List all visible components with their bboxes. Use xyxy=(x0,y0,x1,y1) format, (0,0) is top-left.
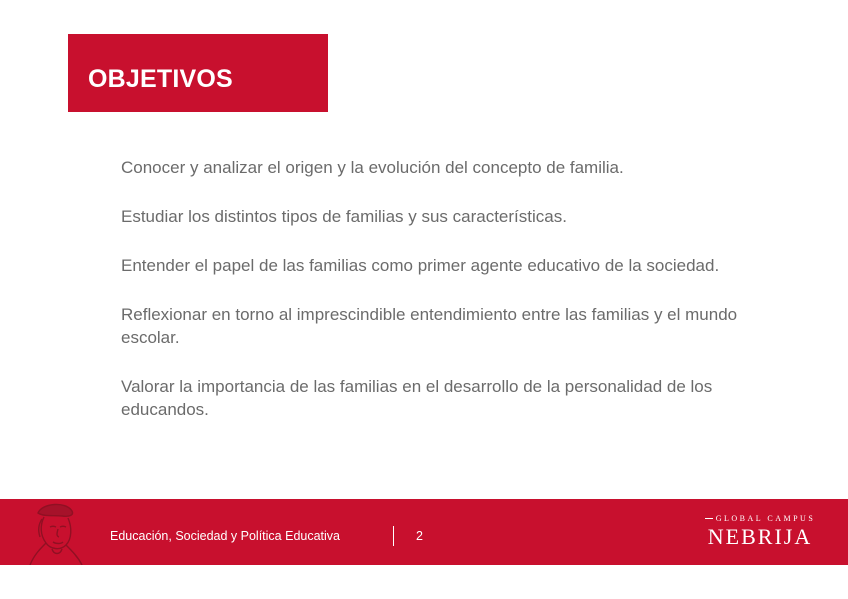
objective-item: Entender el papel de las familias como primer agente educativo de la sociedad. xyxy=(121,256,720,275)
objective-item: Reflexionar en torno al imprescindible entendimiento entre las familias y el mundo escolar. xyxy=(121,305,738,347)
brand-name: NEBRIJA xyxy=(707,524,813,549)
footer-divider xyxy=(393,526,394,546)
objective-item: Conocer y analizar el origen y la evolución del concepto de familia. xyxy=(121,158,624,177)
slide-title: OBJETIVOS xyxy=(88,65,233,93)
brand-tagline-text: GLOBAL CAMPUS xyxy=(715,514,816,523)
page-number: 2 xyxy=(416,529,423,543)
objective-item: Valorar la importancia de las familias en el desarrollo de la personalidad de los educandos. xyxy=(121,377,713,419)
objective-item: Estudiar los distintos tipos de familias y sus características. xyxy=(121,207,567,226)
nebrija-portrait-icon xyxy=(26,499,86,565)
brand-tagline xyxy=(690,514,830,524)
title-banner xyxy=(68,34,328,112)
course-name: Educación, Sociedad y Política Educativa xyxy=(110,529,340,543)
objectives-list xyxy=(121,156,791,447)
footer-bar xyxy=(0,499,848,565)
brand-tagline-rule xyxy=(705,518,713,519)
nebrija-logo xyxy=(690,512,830,556)
